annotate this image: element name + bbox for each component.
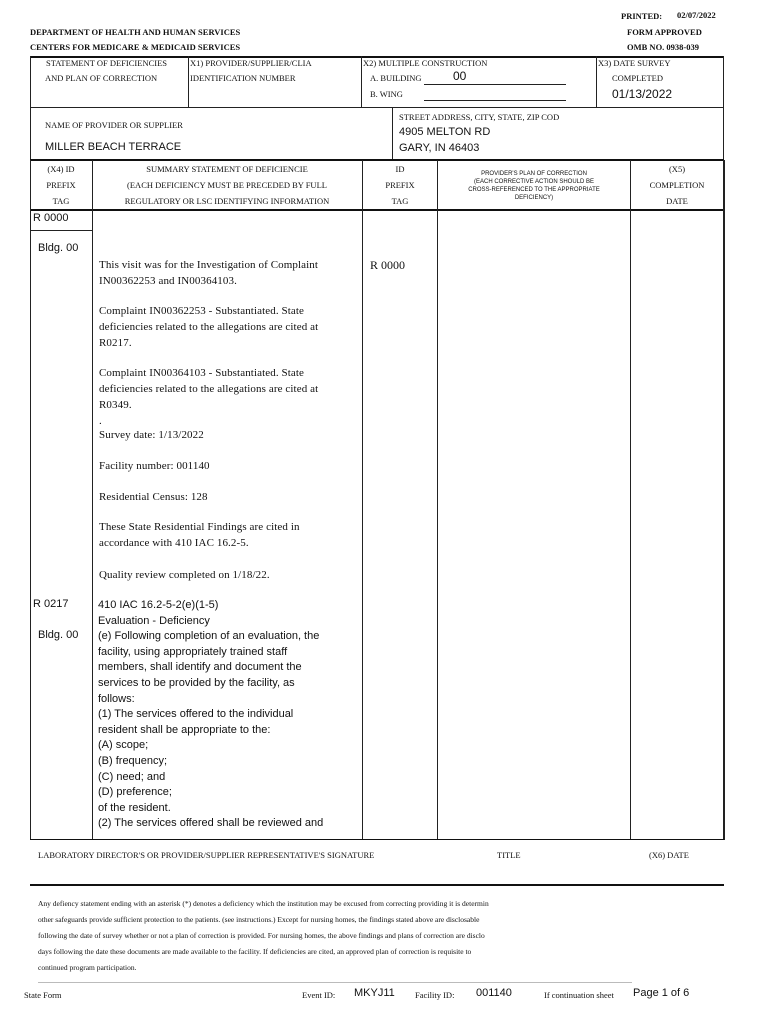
x2-divider [361,56,362,108]
plan-header-2: (EACH CORRECTIVE ACTION SHOULD BE [473,179,595,185]
x2-label: X2) MULTIPLE CONSTRUCTION [363,58,488,68]
statement-label: STATEMENT OF DEFICIENCIES [46,58,168,68]
footnote [38,896,489,976]
paragraph-visit [99,257,318,289]
text-line: of the resident. [98,801,171,814]
text-line: This visit was for the Investigation of Complaint [99,259,319,271]
address-line2: GARY, IN 46403 [399,142,480,154]
facility-id: 001140 [476,987,512,999]
wing-label: B. WING [370,89,403,99]
plan-label: AND PLAN OF CORRECTION [45,73,158,83]
footnote-line: continued program participation. [38,963,137,972]
text-line: Complaint IN00362253 - Substantiated. State [99,305,305,317]
text-line: . [99,415,102,427]
col-plan-right [630,160,631,840]
x5-header-3: DATE [666,196,688,206]
col-right [723,160,725,840]
form-approved: FORM APPROVED [627,27,702,37]
text-line: (1) The services offered to the individual [98,708,294,721]
wing-underline [424,100,566,101]
text-line: deficiencies related to the allegations are cited at [99,321,319,333]
quality-review: Quality review completed on 1/18/22. [99,569,270,581]
address-line1: 4905 MELTON RD [399,126,491,138]
plan-header-3: CROSS-REFERENCED TO THE APPROPRIATE [468,187,600,193]
x1-label: X1) PROVIDER/SUPPLIER/CLIA [190,58,312,68]
event-id-label: Event ID: [302,990,336,1000]
text-line: resident shall be appropriate to the: [98,723,271,736]
footnote-line: days following the date these documents are made available to the facility. If deficiencies are cited, an approved plan of correction is requisite to [38,947,472,956]
text-line: (B) frequency; [98,754,168,767]
building-value: 00 [453,69,467,83]
text-line: R0217. [99,337,132,349]
text-line: Complaint IN00364103 - Substantiated. State [99,367,305,379]
text-line: Evaluation - Deficiency [98,614,210,627]
id-header-3: TAG [391,196,409,206]
event-id: MKYJ11 [354,987,395,999]
text-line: facility, using appropriately trained staff [98,645,288,658]
provider-divider [392,108,393,160]
address-label: STREET ADDRESS, CITY, STATE, ZIP COD [399,112,560,122]
plan-header-4: DEFICIENCY) [514,195,554,201]
text-line: R0349. [99,399,132,411]
tag-r0217: R 0217 [33,598,69,610]
building-underline [424,84,566,85]
col-left [30,160,31,840]
text-line: (e) Following completion of an evaluation, the [98,630,320,643]
paragraph-complaint-1 [99,303,318,351]
text-line: These State Residential Findings are cited in [99,521,300,533]
text-line: accordance with 410 IAC 16.2-5. [99,537,249,549]
x4-header-3: TAG [52,196,70,206]
title-label: TITLE [497,850,521,860]
text-line: services to be provided by the facility, as [98,676,295,689]
x3-divider [596,56,597,108]
signature-bottom-rule [30,884,724,886]
completed-label: COMPLETED [612,73,663,83]
provider-left [30,108,31,160]
omb-number: OMB NO. 0938-039 [627,42,700,52]
survey-completed-date: 01/13/2022 [612,87,673,101]
regulation-text [98,598,323,832]
right-border-top [723,56,724,108]
footnote-line: Any defiency statement ending with an asterisk (*) denotes a deficiency which the institution may be excused from correcting providing it is determin [38,899,489,908]
id-header-1: ID [395,164,405,174]
paragraph-complaint-2 [99,365,318,429]
id-number-label: IDENTIFICATION NUMBER [190,73,296,83]
building-label: A. BUILDING [370,73,422,83]
facility-number: Facility number: 001140 [99,460,210,472]
footnote-line: following the date of survey whether or not a plan of correction is provided. For nursing homes, the above findings and plans of correction are disclo [38,931,485,940]
residential-census: Residential Census: 128 [99,491,208,503]
text-line: (2) The services offered shall be reviewed and [98,817,324,830]
text-line: (C) need; and [98,770,166,783]
x6-date-label: (X6) DATE [649,850,689,860]
x1-divider [188,56,189,108]
left-border-top [30,56,31,108]
top-box-bottom [30,107,724,108]
text-line: (D) preference; [98,786,172,799]
text-line: deficiencies related to the allegations are cited at [99,383,319,395]
page-number: Page 1 of 6 [633,987,690,999]
x4-header-1: (X4) ID [47,164,75,174]
text-line: members, shall identify and document the [98,661,302,674]
provider-name: MILLER BEACH TERRACE [45,141,182,153]
continuation-label: If continuation sheet [544,990,614,1000]
text-line: IN00362253 and IN00364103. [99,275,237,287]
footnote-divider [38,982,632,983]
printed-date: 02/07/2022 [677,10,716,20]
paragraph-findings [99,519,300,551]
bldg-label-2: Bldg. 00 [38,629,79,641]
footnote-line: other safeguards provide sufficient protection to the patients. (see instructions.) Except for nursing homes, the findings stated above are disclosable [38,915,480,924]
text-line: 410 IAC 16.2-5-2(e)(1-5) [98,599,219,611]
text-line: follows: [98,692,135,705]
x5-header-1: (X5) [668,164,686,174]
column-header-bottom [30,209,724,211]
centers-title: CENTERS FOR MEDICARE & MEDICAID SERVICES [30,42,241,52]
survey-date: Survey date: 1/13/2022 [99,429,204,441]
plan-header-1: PROVIDER'S PLAN OF CORRECTION [481,171,587,177]
provider-right [723,108,724,160]
x4-header-2: PREFIX [46,180,76,190]
right-tag-r0000: R 0000 [370,258,406,272]
provider-name-label: NAME OF PROVIDER OR SUPPLIER [45,120,183,130]
summary-header-2: (EACH DEFICIENCY MUST BE PRECEDED BY FULL [127,180,327,190]
lab-director-signature-label: LABORATORY DIRECTOR'S OR PROVIDER/SUPPLIER REPRESENTATIVE'S SIGNATURE [38,850,375,860]
col-x4-right [92,160,93,840]
table-bottom [30,839,724,840]
tag-row-separator [30,230,93,231]
col-id-right [437,160,438,840]
x3-label: X3) DATE SURVEY [598,58,671,68]
summary-header-3: REGULATORY OR LSC IDENTIFYING INFORMATION [124,196,330,206]
col-summary-right [362,160,363,840]
x5-header-2: COMPLETION [649,180,705,190]
text-line: (A) scope; [98,739,149,752]
printed-label: PRINTED: [621,11,663,21]
facility-id-label: Facility ID: [415,990,455,1000]
id-header-2: PREFIX [385,180,415,190]
summary-header-1: SUMMARY STATEMENT OF DEFICIENCIE [146,164,308,174]
provider-bottom [30,159,724,161]
state-form-label: State Form [24,990,62,1000]
department-title: DEPARTMENT OF HEALTH AND HUMAN SERVICES [30,27,241,37]
bldg-label-1: Bldg. 00 [38,242,79,254]
tag-r0000: R 0000 [33,212,69,224]
